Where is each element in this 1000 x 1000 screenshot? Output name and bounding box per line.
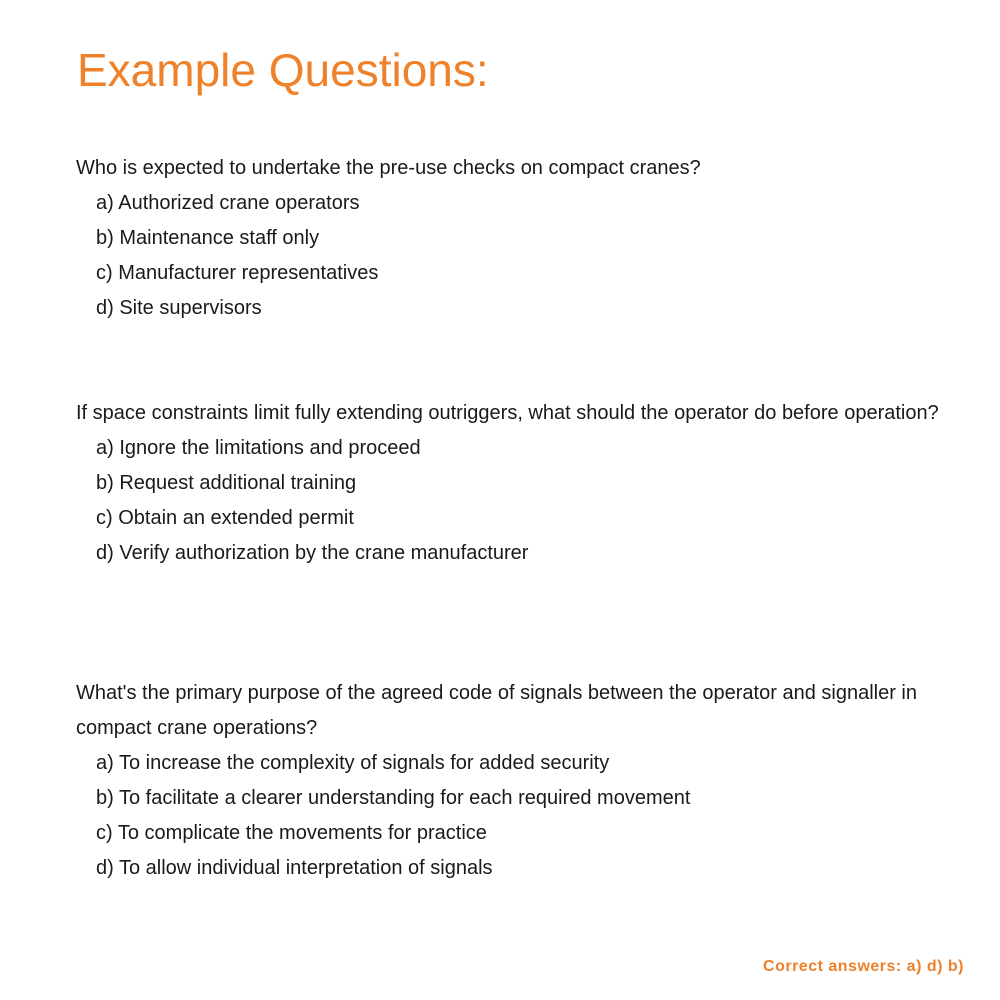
option-a: a) To increase the complexity of signals for added security (96, 752, 610, 774)
option-a: a) Authorized crane operators (96, 192, 360, 214)
option-c: c) Manufacturer representatives (96, 262, 379, 284)
option-a: a) Ignore the limitations and proceed (96, 437, 421, 459)
question-2 (76, 396, 976, 571)
option-b: b) Request additional training (96, 472, 357, 494)
answer-options (76, 186, 976, 326)
page-title: Example Questions: (77, 44, 489, 96)
question-text: What's the primary purpose of the agreed code of signals between the operator and signaller in compact crane operations? (76, 682, 917, 739)
question-3 (76, 676, 976, 886)
option-d: d) Site supervisors (96, 297, 262, 319)
option-c: c) Obtain an extended permit (96, 507, 354, 529)
answer-options (76, 746, 976, 886)
answer-options (76, 431, 976, 571)
option-c: c) To complicate the movements for practice (96, 822, 487, 844)
option-d: d) To allow individual interpretation of signals (96, 857, 493, 879)
question-text: Who is expected to undertake the pre-use checks on compact cranes? (76, 157, 701, 179)
option-b: b) Maintenance staff only (96, 227, 320, 249)
option-d: d) Verify authorization by the crane manufacturer (96, 542, 529, 564)
option-b: b) To facilitate a clearer understanding for each required movement (96, 787, 691, 809)
correct-answers: Correct answers: a) d) b) (763, 958, 964, 975)
question-1 (76, 151, 976, 326)
question-text: If space constraints limit fully extending outriggers, what should the operator do before operation? (76, 402, 939, 424)
